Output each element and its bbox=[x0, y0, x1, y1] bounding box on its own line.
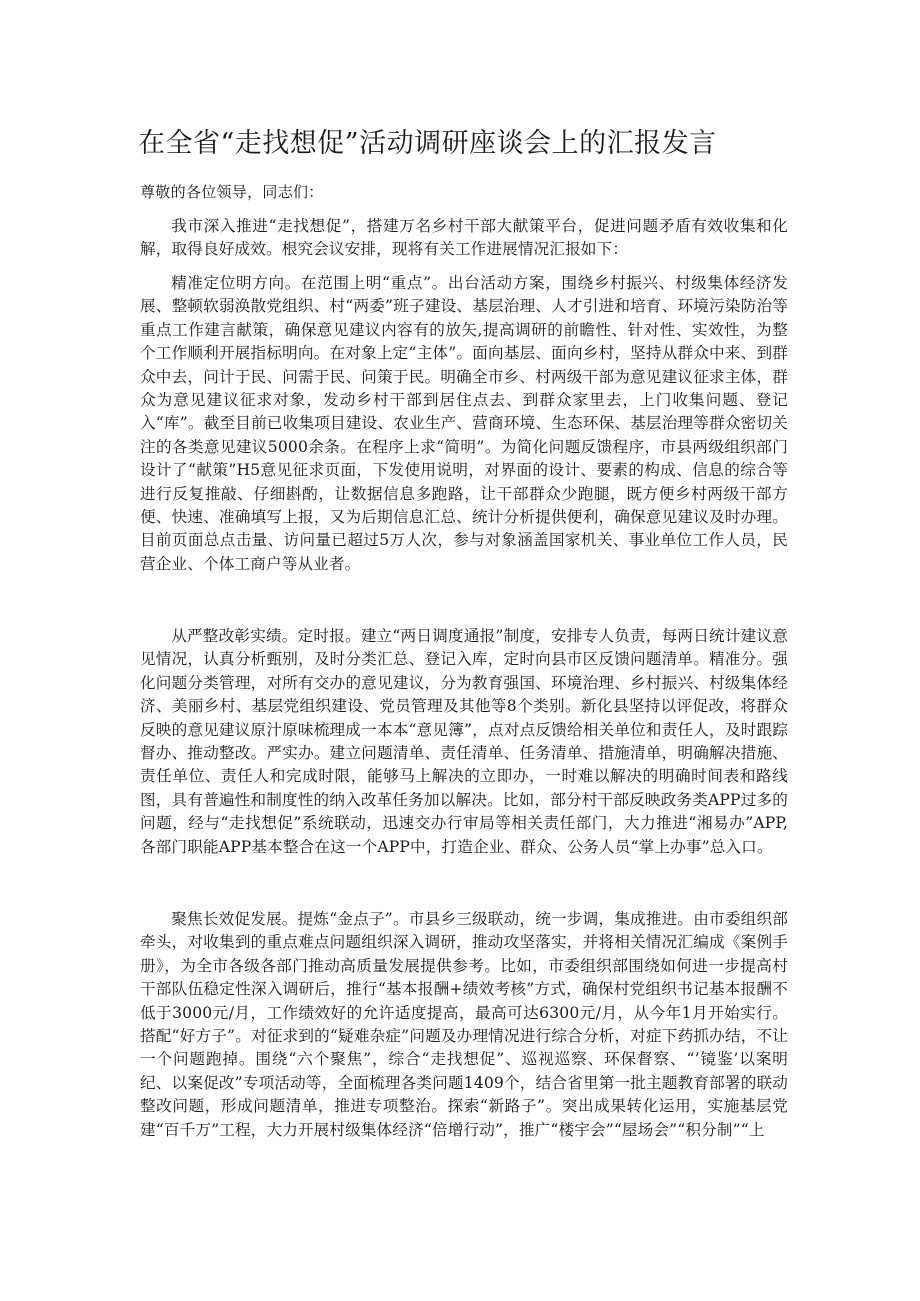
paragraph-precise-positioning: 精准定位明方向。在范围上明“重点”。出台活动方案，围绕乡村振兴、村级集体经济发展、整顿软弱涣散党组织、村“两委”班子建设、基层治理、人才引进和培育、环境污染防治等重点工作建言献策，确保意见建议内容有的放矢,提高调研的前瞻性、针对性、实效性，为整个工作顺利开展指标明向。在对象上定“主体”。面向基层、面向乡村，坚持从群众中来、到群众中去，问计于民、问需于民、问策于民。明确全市乡、村两级干部为意见建议征求主体，群众为意见建议征求对象，发动乡村干部到居住点去、到群众家里去，上门收集问题、登记入“库”。截至目前已收集项目建设、农业生产、营商环境、生态环保、基层治理等群众密切关注的各类意见建议5000余条。在程序上求“简明”。为简化问题反馈程序，市县两级组织部门设计了“献策”H5意见征求页面，下发使用说明，对界面的设计、要素的构成、信息的综合等进行反复推敲、仔细斟酌，让数据信息多跑路，让干部群众少跑腿，既方便乡村两级干部方便、快速、准确填写上报，又为后期信息汇总、统计分析提供便利，确保意见建议及时办理。目前页面总点击量、访问量已超过5万人次，参与对象涵盖国家机关、事业单位工作人员，民营企业、个体工商户等从业者。 bbox=[140, 274, 788, 573]
paragraph-long-term-development: 聚焦长效促发展。提炼“金点子”。市县乡三级联动，统一步调，集成推进。由市委组织部牵头，对收集到的重点难点问题组织深入调研，推动攻坚落实，并将相关情况汇编成《案例手册》，为全市各级各部门推动高质量发展提供参考。比如，市委组织部围绕如何进一步提高村干部队伍稳定性深入调研后，推行“基本报酬+绩效考核”方式，确保村党组织书记基本报酬不低于3000元/月，工作绩效好的允许适度提高，最高可达6300元/月，从今年1月开始实行。搭配“好方子”。对征求到的“疑难杂症”问题及办理情况进行综合分析，对症下药抓办结，不让一个问题跑掉。围绕“六个聚焦”，综合“走找想促”、巡视巡察、环保督察、“’镜鉴’以案明纪、以案促改”专项活动等，全面梳理各类问题1409个，结合省里第一批主题教育部署的联动整改问题，形成问题清单，推进专项整治。探索“新路子”。突出成果转化运用，实施基层党建“百千万”工程，大力开展村级集体经济“倍增行动”，推广“楼宇会”“屋场会”“积分制”“上 bbox=[140, 910, 788, 1139]
greeting-line: 尊敬的各位领导，同志们： bbox=[140, 183, 324, 201]
paragraph-strict-rectification: 从严整改彰实绩。定时报。建立“两日调度通报”制度，安排专人负责，每两日统计建议意见情况，认真分析甄别，及时分类汇总、登记入库，定时向县市区反馈问题清单。精准分。强化问题分类管理，对所有交办的意见建议，分为教育强国、环境治理、乡村振兴、村级集体经济、美丽乡村、基层党组织建设、党员管理及其他等8个类别。新化县坚持以评促改，将群众反映的意见建议原汁原味梳理成一本本“意见簿”，点对点反馈给相关单位和责任人，及时跟踪督办、推动整改。严实办。建立问题清单、责任清单、任务清单、措施清单，明确解决措施、责任单位、责任人和完成时限，能够马上解决的立即办，一时难以解决的明确时间表和路线图，具有普遍性和制度性的纳入改革任务加以解决。比如，部分村干部反映政务类APP过多的问题，经与“走找想促”系统联动，迅速交办行审局等相关责任部门，大力推进“湘易办”APP,各部门职能APP基本整合在这一个APP中，打造企业、群众、公务人员“掌上办事”总入口。 bbox=[140, 627, 788, 856]
document-title: 在全省“走找想促”活动调研座谈会上的汇报发言 bbox=[138, 128, 717, 159]
paragraph-intro: 我市深入推进“走找想促”，搭建万名乡村干部大献策平台，促进问题矛盾有效收集和化解，取得良好成效。根究会议安排，现将有关工作进展情况汇报如下： bbox=[140, 217, 788, 259]
